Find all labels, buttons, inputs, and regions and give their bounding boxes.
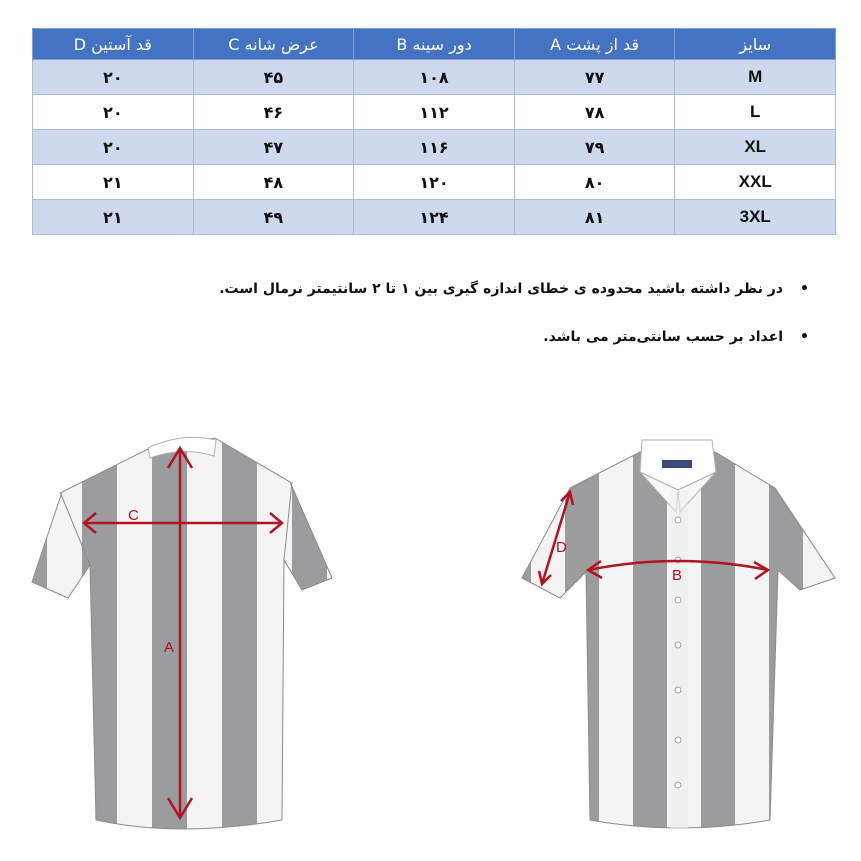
shoulder-cell: ۴۷ <box>193 130 354 165</box>
chest-cell: ۱۲۰ <box>354 165 515 200</box>
shirt-front-illustration <box>515 440 845 850</box>
label-c: C <box>128 507 139 524</box>
table-row <box>33 200 836 235</box>
notes-list <box>109 278 809 374</box>
size-cell: 3XL <box>675 200 836 235</box>
size-cell: L <box>675 95 836 130</box>
chest-cell: ۱۱۶ <box>354 130 515 165</box>
table-row <box>33 95 836 130</box>
label-a: A <box>164 639 175 656</box>
sleeve-cell: ۲۱ <box>33 200 194 235</box>
chest-cell: ۱۲۴ <box>354 200 515 235</box>
header-size: سایز <box>675 29 836 60</box>
chest-cell: ۱۰۸ <box>354 60 515 95</box>
bullet-icon: • <box>800 281 809 297</box>
size-cell: M <box>675 60 836 95</box>
shoulder-cell: ۴۸ <box>193 165 354 200</box>
label-b: B <box>672 567 683 584</box>
size-cell: XL <box>675 130 836 165</box>
header-back-length-a: قد از پشت A <box>514 29 675 60</box>
shirt-back-illustration <box>20 430 350 850</box>
label-d: D <box>556 539 567 556</box>
size-cell: XXL <box>675 165 836 200</box>
sleeve-cell: ۲۰ <box>33 95 194 130</box>
shoulder-cell: ۴۶ <box>193 95 354 130</box>
shoulder-cell: ۴۹ <box>193 200 354 235</box>
table-row <box>33 60 836 95</box>
shirt-measurement-diagram <box>0 400 861 861</box>
note-measurement-error <box>109 278 809 300</box>
header-chest-b: دور سینه B <box>354 29 515 60</box>
size-table <box>32 28 836 235</box>
note-units <box>109 326 809 348</box>
size-table-header-row <box>33 29 836 60</box>
header-shoulder-c: عرض شانه C <box>193 29 354 60</box>
back-length-cell: ۷۹ <box>514 130 675 165</box>
table-row <box>33 130 836 165</box>
header-sleeve-d: قد آستین D <box>33 29 194 60</box>
bullet-icon: • <box>800 329 809 345</box>
back-length-cell: ۸۱ <box>514 200 675 235</box>
sleeve-cell: ۲۰ <box>33 130 194 165</box>
chest-cell: ۱۱۲ <box>354 95 515 130</box>
back-length-cell: ۷۸ <box>514 95 675 130</box>
back-length-cell: ۷۷ <box>514 60 675 95</box>
note-text: اعداد بر حسب سانتی‌متر می باشد. <box>543 329 783 345</box>
table-row <box>33 165 836 200</box>
note-text: در نظر داشته باشید محدوده ی خطای اندازه گیری بین ۱ تا ۲ سانتیمتر نرمال است. <box>219 281 783 297</box>
sleeve-cell: ۲۱ <box>33 165 194 200</box>
sleeve-cell: ۲۰ <box>33 60 194 95</box>
back-length-cell: ۸۰ <box>514 165 675 200</box>
shoulder-cell: ۴۵ <box>193 60 354 95</box>
